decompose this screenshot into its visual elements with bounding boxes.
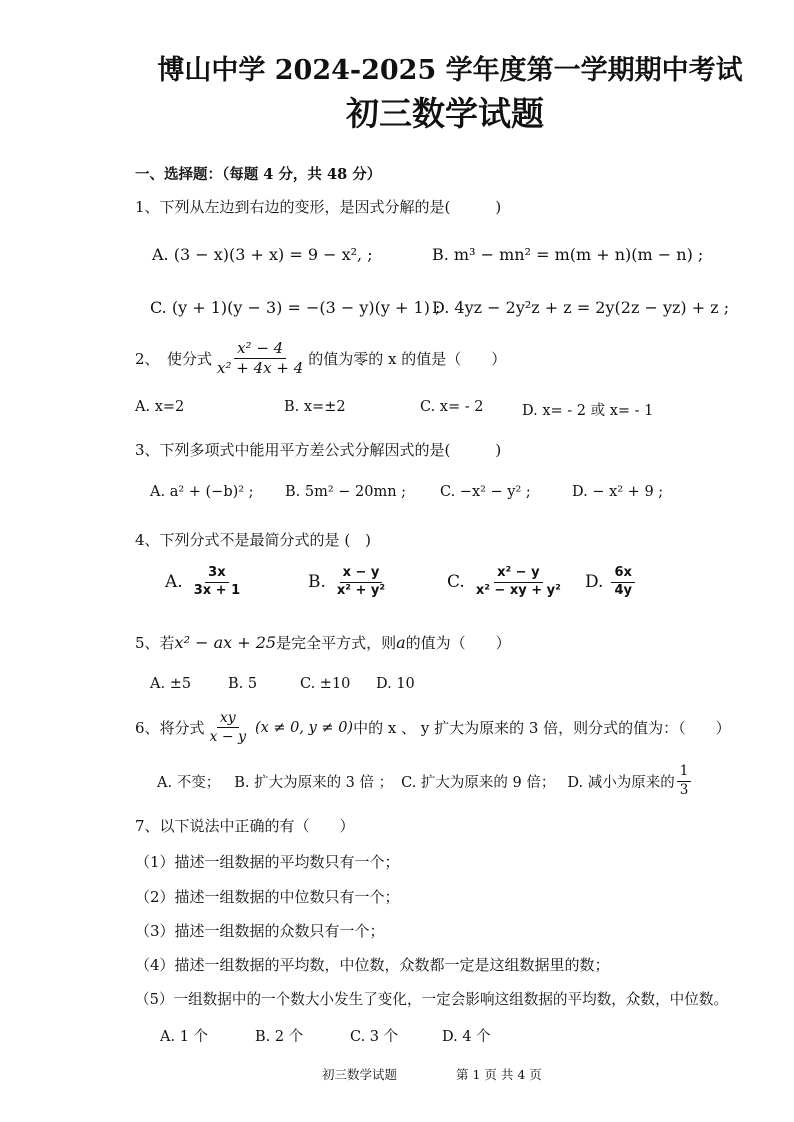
q1-option-a: A. (3 − x)(3 + x) = 9 − x², ; <box>152 245 373 264</box>
q5-stem-b: 是完全平方式，则 <box>276 634 397 652</box>
q2-suffix: 的值为零的 x 的值是（ ） <box>308 350 507 369</box>
q7-option-d: D. 4 个 <box>442 1029 491 1045</box>
q4-option-d <box>585 566 637 599</box>
q4-option-b-fraction <box>334 566 388 599</box>
q6-option-c: C. 扩大为原来的 9 倍； <box>401 774 556 791</box>
q4-option-a-label: A. <box>165 572 183 593</box>
q4-b-denominator: x² + y² <box>336 582 386 598</box>
q2-option-b: B. x=±2 <box>284 399 346 415</box>
q4-option-c-fraction <box>473 566 564 599</box>
q4-d-denominator: 4y <box>614 582 632 598</box>
q6-options <box>157 764 693 798</box>
q6-d-numerator: 1 <box>677 764 692 782</box>
q6-suffix: 中的 x 、 y 扩大为原来的 3 倍，则分式的值为：（ ） <box>353 719 731 738</box>
q1-option-b: B. m³ − mn² = m(m + n)(m − n) ; <box>432 245 704 264</box>
q2-option-c: C. x= - 2 <box>420 399 484 415</box>
q4-option-a-fraction <box>191 566 243 599</box>
q5-stem-c: 的值为（ ） <box>405 634 511 652</box>
q3-option-b: B. 5m² − 20mn ; <box>285 484 407 500</box>
q1-stem: 1、下列从左边到右边的变形，是因式分解的是( ) <box>135 198 502 216</box>
q4-option-c <box>447 566 566 599</box>
q1-option-c: C. (y + 1)(y − 3) = −(3 − y)(y + 1) ; <box>150 298 441 317</box>
q6-option-d-text: D. 减小为原来的 <box>567 774 675 791</box>
q2-stem <box>135 340 506 378</box>
q4-c-denominator: x² − xy + y² <box>475 582 561 598</box>
q6-option-d-fraction <box>677 764 692 798</box>
section-heading: 一、选择题：（每题 4 分，共 48 分） <box>135 166 382 183</box>
q7-item-1: （1）描述一组数据的平均数只有一个； <box>135 853 400 871</box>
exam-subtitle: 初三数学试题 <box>346 94 544 133</box>
q4-option-b <box>308 566 390 599</box>
q5-expression: x² − ax + 25 <box>174 633 277 652</box>
q3-option-c: C. −x² − y² ; <box>440 484 531 500</box>
q2-option-d: D. x= - 2 或 x= - 1 <box>522 403 654 419</box>
q4-c-numerator: x² − y <box>494 566 543 583</box>
q5-option-d: D. 10 <box>376 676 415 692</box>
q2-fraction-numerator: x² − 4 <box>234 340 286 359</box>
q7-item-4: （4）描述一组数据的平均数，中位数，众数都一定是这组数据里的数； <box>135 956 610 974</box>
q7-item-3: （3）描述一组数据的众数只有一个； <box>135 922 385 940</box>
q3-stem: 3、下列多项式中能用平方差公式分解因式的是( ) <box>135 441 502 459</box>
q5-variable: a <box>396 633 406 652</box>
q5-stem-a: 5、若 <box>135 634 175 652</box>
q6-fraction <box>207 710 249 745</box>
q6-prefix: 6、将分式 <box>135 719 205 738</box>
q4-option-b-label: B. <box>308 572 326 593</box>
q7-item-5: （5）一组数据中的一个数大小发生了变化，一定会影响这组数据的平均数，众数，中位数。 <box>135 991 729 1008</box>
q4-a-numerator: 3x <box>205 566 228 583</box>
q4-d-numerator: 6x <box>611 566 634 583</box>
q6-d-denominator: 3 <box>679 781 689 798</box>
q6-condition: (x ≠ 0, y ≠ 0) <box>254 719 354 736</box>
q6-fraction-denominator: x − y <box>209 729 246 746</box>
q4-option-c-label: C. <box>447 572 465 593</box>
q7-option-b: B. 2 个 <box>255 1029 304 1045</box>
q5-option-a: A. ±5 <box>150 676 192 692</box>
exam-title: 博山中学 2024-2025 学年度第一学期期中考试 <box>157 55 743 86</box>
q6-option-b: B. 扩大为原来的 3 倍 ； <box>234 774 394 791</box>
q2-fraction-denominator: x² + 4x + 4 <box>217 359 304 378</box>
q7-option-a: A. 1 个 <box>160 1029 209 1045</box>
q4-option-a <box>165 566 245 599</box>
q6-fraction-numerator: xy <box>217 710 239 728</box>
q7-item-2: （2）描述一组数据的中位数只有一个； <box>135 888 400 906</box>
footer-left: 初三数学试题 <box>322 1067 398 1082</box>
q2-fraction <box>214 340 306 378</box>
q3-option-d: D. − x² + 9 ; <box>572 484 664 500</box>
q4-option-d-label: D. <box>585 572 604 593</box>
page-number: 第 1 页 共 4 页 <box>456 1067 542 1082</box>
q5-stem <box>135 632 511 653</box>
q4-stem: 4、下列分式不是最简分式的是 ( ) <box>135 531 372 549</box>
q7-option-c: C. 3 个 <box>350 1029 399 1045</box>
q2-prefix: 2、 使分式 <box>135 350 213 369</box>
q6-stem <box>135 710 731 745</box>
q6-option-a: A. 不变； <box>157 774 221 791</box>
q1-option-d: D. 4yz − 2y²z + z = 2y(2z − yz) + z ; <box>432 298 730 317</box>
q5-option-c: C. ±10 <box>300 676 351 692</box>
q5-option-b: B. 5 <box>228 676 258 692</box>
q4-b-numerator: x − y <box>340 566 383 583</box>
q7-stem: 7、以下说法中正确的有（ ） <box>135 817 355 835</box>
q3-option-a: A. a² + (−b)² ; <box>150 484 254 500</box>
q2-option-a: A. x=2 <box>135 399 185 415</box>
q4-option-d-fraction <box>611 566 635 599</box>
q4-a-denominator: 3x + 1 <box>193 582 241 598</box>
